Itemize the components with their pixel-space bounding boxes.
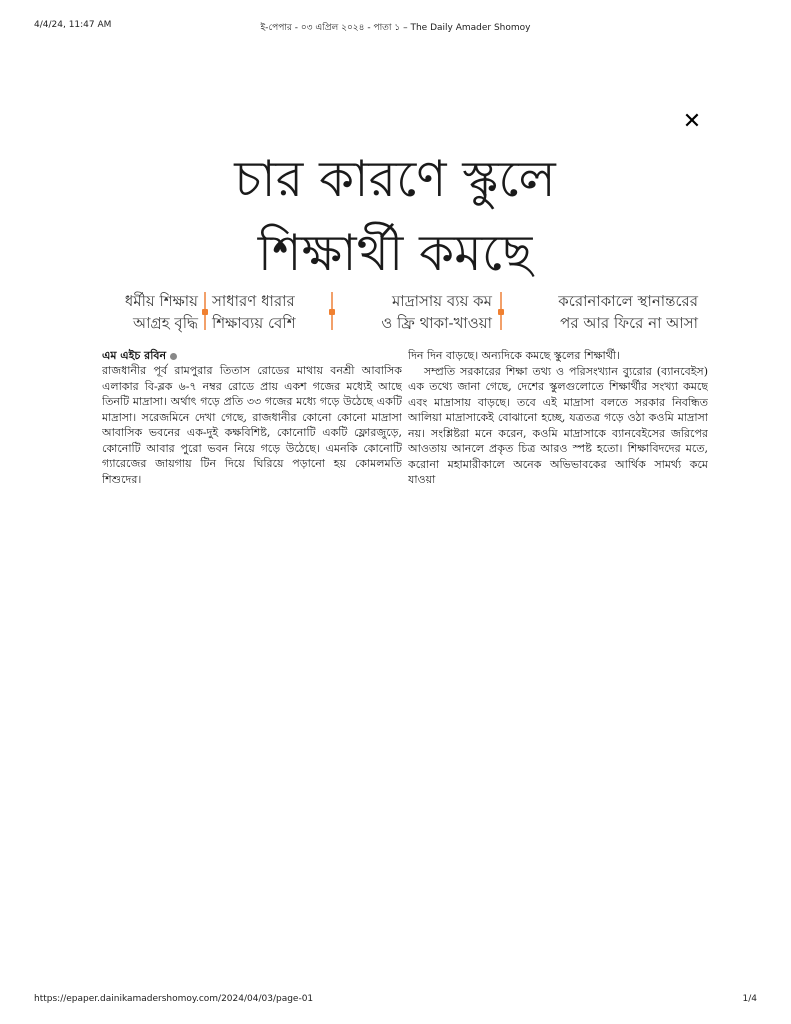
subhead-1-line-1: ধর্মীয় শিক্ষায় [124,292,198,310]
subhead-4 [508,290,698,334]
headline-line-2: শিক্ষার্থী কমছে [257,224,533,282]
subhead-2 [212,290,322,334]
article-text-col-2-lead: দিন দিন বাড়ছে। অন্যদিকে কমছে স্কুলের শিক্ষার্থী। [408,349,620,362]
print-page-title: ই-পেপার - ০৩ এপ্রিল ২০২৪ - পাতা ১ – The Daily Amader Shomoy [260,23,531,33]
subhead-1-line-2: আগ্রহ বৃদ্ধি [132,314,198,332]
headline-line-1: চার কারণে স্কুলে [234,150,556,208]
byline-name: এম এইচ রবিন [102,349,167,362]
bullet-icon [170,353,177,360]
subhead-divider [500,292,502,330]
subhead-3-line-2: ও ফ্রি থাকা-খাওয়া [381,314,492,332]
byline [102,348,402,363]
subhead-4-line-1: করোনাকালে স্থানান্তরের [558,292,698,310]
article-column-2 [408,348,708,500]
subhead-4-line-2: পর আর ফিরে না আসা [560,314,698,332]
subhead-3-line-1: মাদ্রাসায় ব্যয় কম [392,292,492,310]
print-page-number: 1/4 [742,994,757,1004]
print-url: https://epaper.dainikamadershomoy.com/2024/04/03/page-01 [34,994,314,1004]
subheads [100,290,698,334]
subhead-2-line-1: সাধারণ ধারার [212,292,295,310]
subhead-1 [100,290,198,334]
article-text-col-2: সম্প্রতি সরকারের শিক্ষা তথ্য ও পরিসংখ্যান ব্যুরোর (ব্যানবেইস) এক তথ্যে জানা গেছে, দেশের স্কুলগুলোতে শিক্ষার্থীর সংখ্যা কমছে এবং মাদ্রাসায় বাড়ছে। তবে এই মাদ্রাসা বলতে সরকার নিবন্ধিত আলিয়া মাদ্রাসাকেই বোঝানো হচ্ছে, যত্রতত্র গড়ে ওঠা কওমি মাদ্রাসা নয়। সংশ্লিষ্টরা মনে করেন, কওমি মাদ্রাসাকে ব্যানবেইসের জরিপের আওতায় আনলে প্রকৃত চিত্র আরও স্পষ্ট হতো। শিক্ষাবিদদের মতে, করোনা মহামারীকালে অনেক অভিভাবকের আর্থিক সামর্থ্য কমে যাওয়া [408,364,708,486]
subhead-2-line-2: শিক্ষাব্যয় বেশি [212,314,296,332]
subhead-divider [331,292,333,330]
article-column-1 [102,348,402,500]
subhead-3 [340,290,492,334]
article-text-col-1: রাজধানীর পূর্ব রামপুরার তিতাস রোডের মাথায় বনশ্রী আবাসিক এলাকার বি-ব্লক ৬-৭ নম্বর রোডে প্রায় একশ গজের মধ্যেই আছে তিনটি মাদ্রাসা। অর্থাৎ গড়ে প্রতি ৩৩ গজের মধ্যে গড়ে উঠেছে একটি মাদ্রাসা। সরেজমিনে দেখা গেছে, রাজধানীর কোনো কোনো মাদ্রাসা আবাসিক ভবনের এক-দুই কক্ষবিশিষ্ট, কোনোটি একটি ফ্লোরজুড়ে, কোনোটি আবার পুরো ভবন নিয়ে গড়ে উঠেছে। এমনকি কোনোটি গ্যারেজের জায়গায় টিন দিয়ে ঘিরিয়ে পড়ানো হয় কোমলমতি শিশুদের। [102,364,402,486]
subhead-divider [204,292,206,330]
close-icon[interactable]: ✕ [682,109,702,134]
print-datetime: 4/4/24, 11:47 AM [34,20,112,30]
